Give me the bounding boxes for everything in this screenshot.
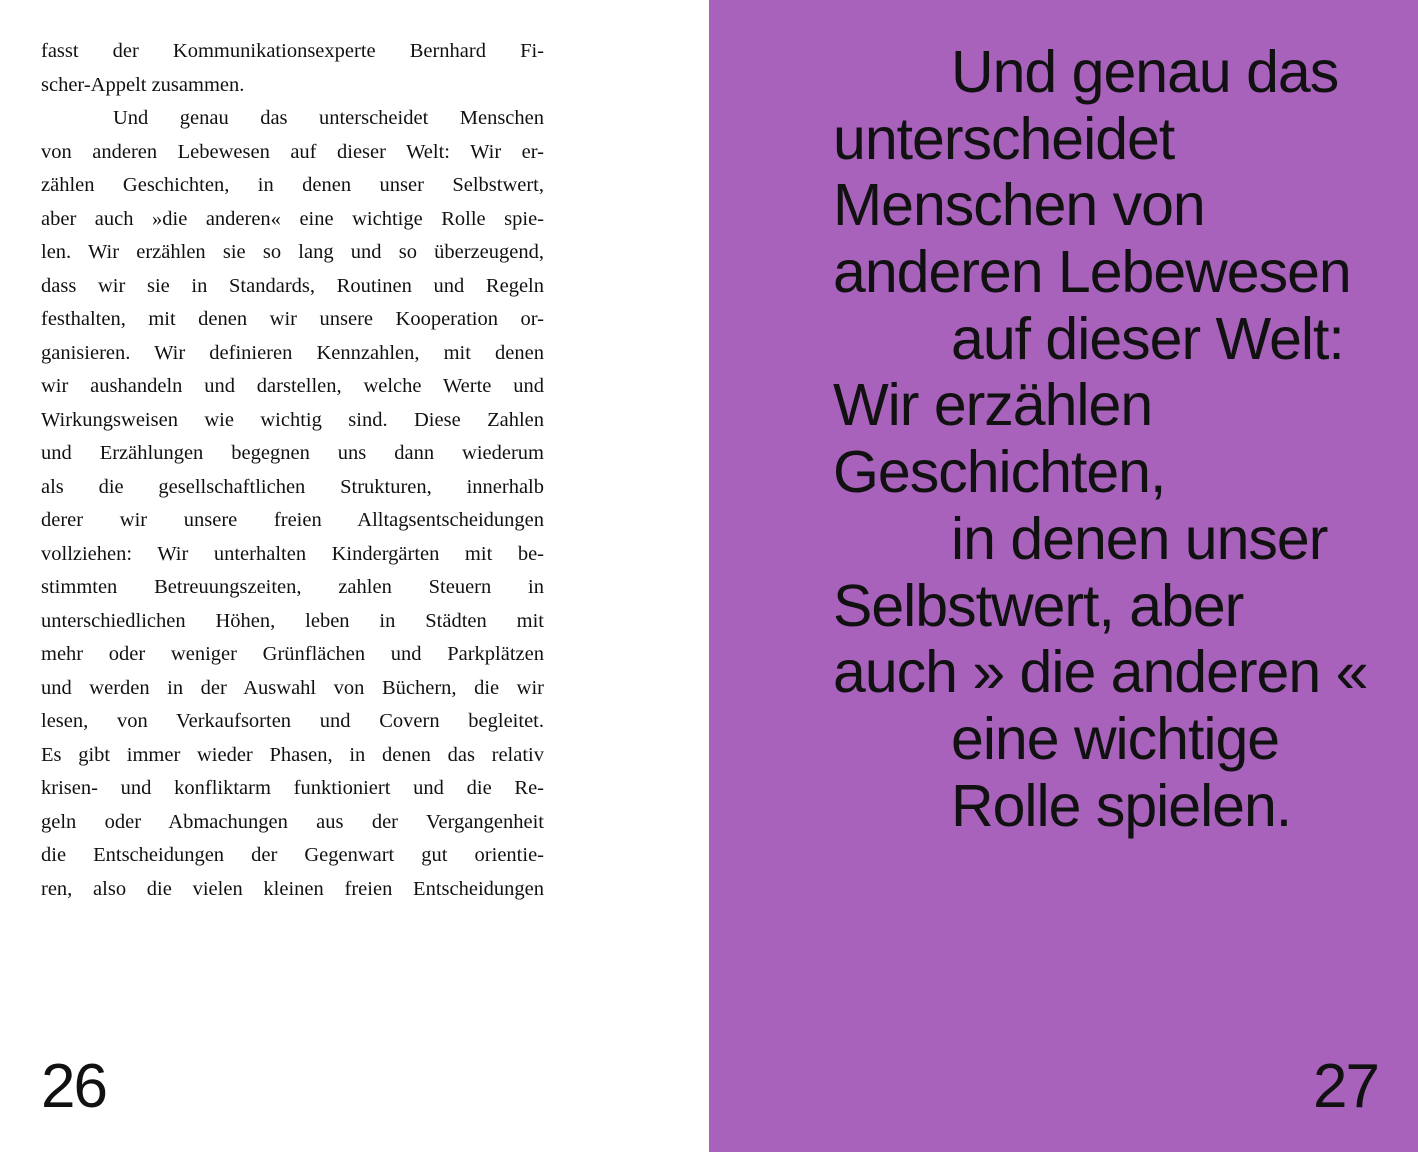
text-line: fasst der Kommunikationsexperte Bernhard Fi-	[41, 40, 544, 62]
quote-line: unterscheidet	[833, 105, 1175, 172]
text-line: festhalten, mit denen wir unsere Kooperation or-	[41, 308, 544, 330]
quote-line: auch » die anderen «	[833, 639, 1368, 706]
text-line: stimmten Betreuungszeiten, zahlen Steuern in	[41, 576, 544, 598]
right-page	[709, 0, 1418, 1152]
text-line: ren, also die vielen kleinen freien Entscheidungen	[41, 877, 544, 900]
quote-line: Und genau das	[951, 39, 1339, 105]
quote-line: eine wichtige	[951, 705, 1280, 772]
body-text	[41, 35, 544, 906]
pull-quote	[833, 39, 1393, 839]
quote-line: Wir erzählen	[833, 372, 1153, 439]
text-line: aber auch »die anderen« eine wichtige Rolle spie-	[41, 207, 544, 230]
text-line: geln oder Abmachungen aus der Vergangenheit	[41, 810, 544, 833]
text-line: wir aushandeln und darstellen, welche Werte und	[41, 375, 544, 397]
quote-line: Rolle spielen.	[951, 772, 1292, 839]
text-line: vollziehen: Wir unterhalten Kindergärten mit be-	[41, 542, 544, 565]
quote-line: anderen Lebewesen	[833, 239, 1351, 306]
text-line: die Entscheidungen der Gegenwart gut orientie-	[41, 844, 544, 866]
text-line: krisen- und konfliktarm funktioniert und die Re-	[41, 777, 544, 799]
text-line: von anderen Lebewesen auf dieser Welt: Wir er-	[41, 140, 544, 163]
quote-line: Menschen von	[833, 172, 1205, 239]
text-line: mehr oder weniger Grünflächen und Parkplätzen	[41, 643, 544, 665]
text-line: dass wir sie in Standards, Routinen und Regeln	[41, 274, 544, 297]
text-line: ganisieren. Wir definieren Kennzahlen, mit denen	[41, 341, 544, 364]
text-line: lesen, von Verkaufsorten und Covern begleitet.	[41, 710, 544, 732]
quote-line: in denen unser	[951, 505, 1328, 572]
text-line: Es gibt immer wieder Phasen, in denen das relativ	[41, 743, 544, 766]
quote-line: Selbstwert, aber	[833, 572, 1244, 639]
text-line: len. Wir erzählen sie so lang und so überzeugend,	[41, 241, 544, 263]
text-line: unterschiedlichen Höhen, leben in Städten mit	[41, 609, 544, 632]
text-line: zählen Geschichten, in denen unser Selbstwert,	[41, 174, 544, 196]
page-number-right: 27	[1313, 1052, 1378, 1121]
page-number-left: 26	[41, 1052, 106, 1121]
text-line: derer wir unsere freien Alltagsentscheidungen	[41, 509, 544, 531]
text-line: scher-Appelt zusammen.	[41, 73, 245, 96]
text-line: Und genau das unterscheidet Menschen	[113, 107, 544, 129]
text-line: und Erzählungen begegnen uns dann wiederum	[41, 442, 544, 464]
text-line: Wirkungsweisen wie wichtig sind. Diese Zahlen	[41, 408, 544, 431]
text-line: als die gesellschaftlichen Strukturen, innerhalb	[41, 475, 544, 498]
quote-line: Geschichten,	[833, 439, 1166, 506]
quote-line: auf dieser Welt:	[951, 305, 1344, 372]
text-line: und werden in der Auswahl von Büchern, die wir	[41, 676, 544, 699]
